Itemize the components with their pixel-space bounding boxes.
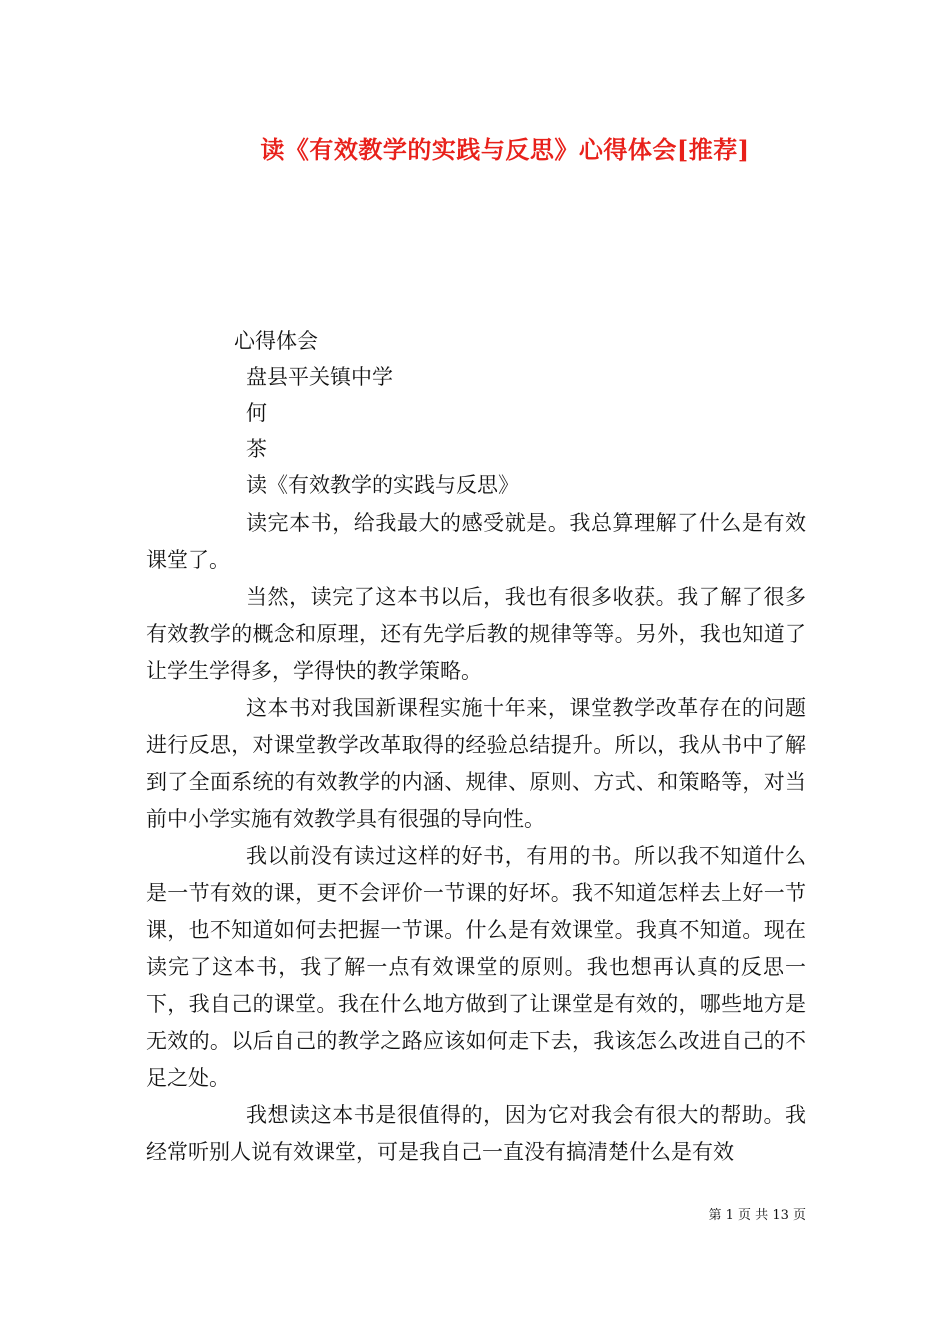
paragraph: 读完本书，给我最大的感受就是。我总算理解了什么是有效课堂了。 xyxy=(146,511,806,572)
header-line-heading: 心得体会 xyxy=(234,329,318,353)
paragraph: 我以前没有读过这样的好书，有用的书。所以我不知道什么是一节有效的课，更不会评价一节课的好坏。我不知道怎样去上好一节课，也不知道如何去把握一节课。什么是有效课堂。我真不知道。现在读完了这本书，我了解一点有效课堂的原则。我也想再认真的反思一下，我自己的课堂。我在什么地方做到了让课堂是有效的，哪些地方是无效的。以后自己的教学之路应该如何走下去，我该怎么改进自己的不足之处。 xyxy=(146,844,806,1090)
header-line-school: 盘县平关镇中学 xyxy=(246,365,393,389)
paragraph: 我想读这本书是很值得的，因为它对我会有很大的帮助。我经常听别人说有效课堂，可是我自己一直没有搞清楚什么是有效 xyxy=(146,1103,806,1164)
body-text xyxy=(146,505,806,1171)
page-number-footer: 第 1 页 共 13 页 xyxy=(708,1208,806,1223)
header-line-author-given-name: 茶 xyxy=(246,437,267,461)
header-line-book-title: 读《有效教学的实践与反思》 xyxy=(246,473,519,497)
paragraph: 当然，读完了这本书以后，我也有很多收获。我了解了很多有效教学的概念和原理，还有先学后教的规律等等。另外，我也知道了让学生学得多，学得快的教学策略。 xyxy=(146,585,806,683)
header-line-author-surname: 何 xyxy=(246,401,267,425)
document-title: 读《有效教学的实践与反思》心得体会[推荐] xyxy=(260,135,750,164)
paragraph: 这本书对我国新课程实施十年来，课堂教学改革存在的问题进行反思，对课堂教学改革取得的经验总结提升。所以，我从书中了解到了全面系统的有效教学的内涵、规律、原则、方式、和策略等，对当前中小学实施有效教学具有很强的导向性。 xyxy=(146,696,806,831)
